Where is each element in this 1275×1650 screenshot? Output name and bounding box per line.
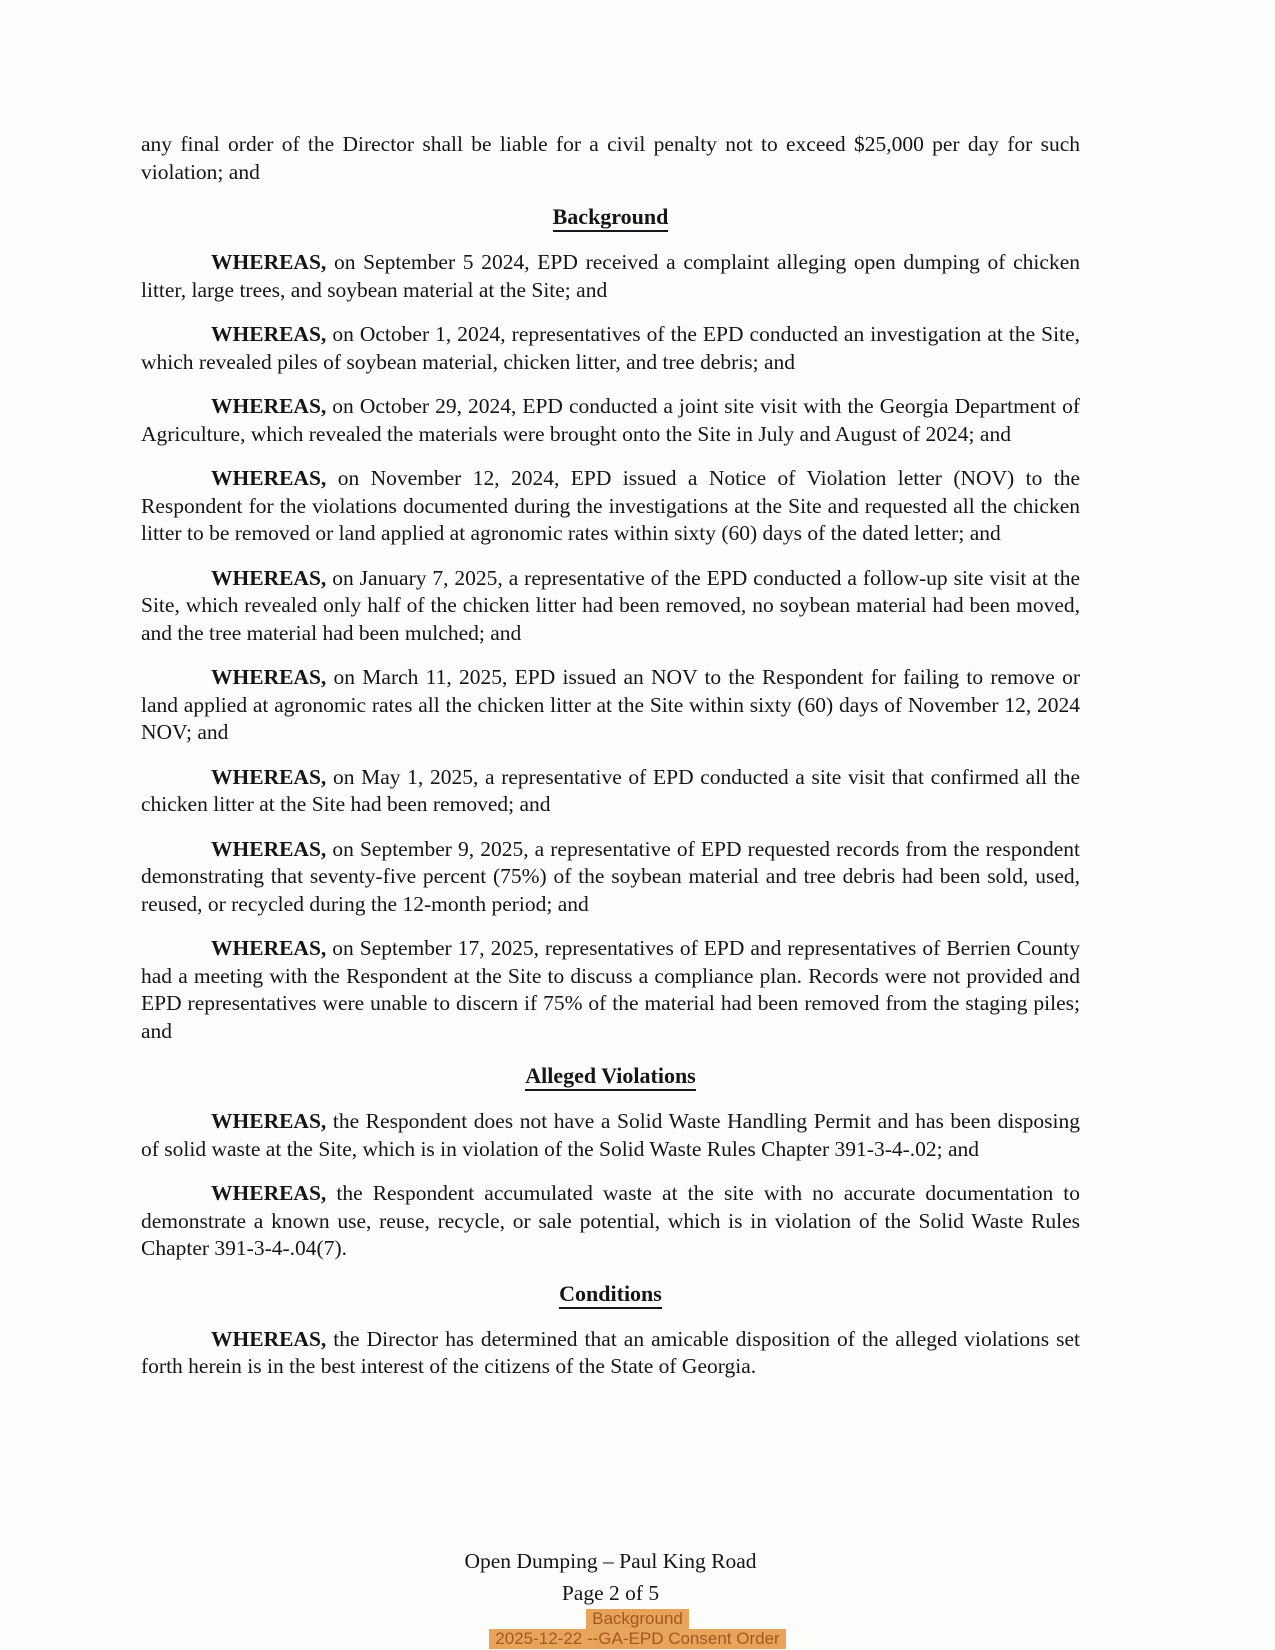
document-body	[141, 131, 1080, 1398]
whereas-paragraph	[141, 1326, 1080, 1381]
whereas-paragraph	[141, 764, 1080, 819]
section-heading-conditions	[141, 1280, 1080, 1308]
whereas-lead: WHEREAS,	[211, 665, 327, 689]
paragraph-text: any final order of the Director shall be liable for a civil penalty not to exceed $25,000 per day for such violation; and	[141, 132, 1080, 184]
whereas-paragraph	[141, 321, 1080, 376]
section-heading-background	[141, 203, 1080, 231]
paragraph-text: on May 1, 2025, a representative of EPD conducted a site visit that confirmed all the chicken litter at the Site had been removed; and	[141, 764, 1080, 816]
whereas-lead: WHEREAS,	[211, 565, 327, 590]
paragraph-text: on September 5 2024, EPD received a complaint alleging open dumping of chicken litter, large trees, and soybean material at the Site; and	[141, 250, 1080, 302]
heading-text: Background	[553, 204, 669, 232]
whereas-lead: WHEREAS,	[211, 936, 327, 960]
whereas-paragraph	[141, 1180, 1080, 1263]
whereas-lead: WHEREAS,	[211, 836, 327, 861]
whereas-paragraph	[141, 1108, 1080, 1163]
whereas-lead: WHEREAS,	[211, 394, 327, 418]
whereas-lead: WHEREAS,	[211, 1181, 327, 1205]
paragraph-text: the Director has determined that an amicable disposition of the alleged violations set forth herein is in the best interest of the citizens of the State of Georgia.	[141, 1326, 1080, 1378]
footer-document-title: Open Dumping – Paul King Road	[464, 1549, 757, 1573]
whereas-lead: WHEREAS,	[211, 1109, 327, 1133]
whereas-paragraph	[141, 565, 1080, 648]
page-footer	[141, 1545, 1080, 1609]
whereas-paragraph	[141, 393, 1080, 448]
whereas-paragraph	[141, 249, 1080, 304]
paragraph-text: the Respondent does not have a Solid Waste Handling Permit and has been disposing of solid waste at the Site, which is in violation of the Solid Waste Rules Chapter 391-3-4-.02; and	[141, 1109, 1080, 1161]
heading-text: Conditions	[559, 1281, 662, 1309]
whereas-lead: WHEREAS,	[211, 466, 327, 490]
footer-page-number: Page 2 of 5	[561, 1581, 660, 1605]
paragraph-text: on October 29, 2024, EPD conducted a joint site visit with the Georgia Department of Agriculture, which revealed the materials were brought onto the Site in July and August of 2024; and	[141, 394, 1080, 446]
whereas-paragraph	[141, 664, 1080, 747]
annotation-tag-background[interactable]: Background	[586, 1609, 689, 1629]
whereas-lead: WHEREAS,	[211, 322, 327, 346]
section-heading-alleged-violations	[141, 1062, 1080, 1090]
paragraph-text: on October 1, 2024, representatives of the EPD conducted an investigation at the Site, which revealed piles of soybean material, chicken litter, and tree debris; and	[141, 322, 1080, 374]
annotation-tag-consent-order[interactable]: 2025-12-22 --GA-EPD Consent Order	[489, 1629, 785, 1649]
paragraph-text: on November 12, 2024, EPD issued a Notice of Violation letter (NOV) to the Respondent for the violations documented during the investigations at the Site and requested all the chicken litter to be removed or land applied at agronomic rates within sixty (60) days of the dated letter; and	[141, 466, 1080, 545]
paragraph-text: on January 7, 2025, a representative of the EPD conducted a follow-up site visit at the Site, which revealed only half of the chicken litter had been removed, no soybean material had been moved, and the tree material had been mulched; and	[141, 565, 1080, 645]
paragraph-text: on September 9, 2025, a representative of EPD requested records from the respondent demonstrating that seventy-five percent (75%) of the soybean material and tree debris had been sold, used, reused, or recycled during the 12-month period; and	[141, 836, 1080, 916]
whereas-paragraph	[141, 836, 1080, 919]
whereas-paragraph	[141, 465, 1080, 548]
intro-paragraph	[141, 131, 1080, 186]
whereas-lead: WHEREAS,	[211, 250, 327, 274]
whereas-lead: WHEREAS,	[211, 1326, 327, 1351]
paragraph-text: on March 11, 2025, EPD issued an NOV to the Respondent for failing to remove or land applied at agronomic rates all the chicken litter at the Site within sixty (60) days of November 12, 2024 NOV; and	[141, 665, 1080, 744]
pdf-annotation-tags	[0, 1609, 1275, 1649]
paragraph-text: the Respondent accumulated waste at the site with no accurate documentation to demonstrate a known use, reuse, recycle, or sale potential, which is in violation of the Solid Waste Rules Chapter 391-3-4-.04(7).	[141, 1181, 1080, 1260]
whereas-lead: WHEREAS,	[211, 764, 327, 789]
heading-text: Alleged Violations	[525, 1063, 696, 1091]
whereas-paragraph	[141, 935, 1080, 1045]
paragraph-text: on September 17, 2025, representatives of EPD and representatives of Berrien County had a meeting with the Respondent at the Site to discuss a compliance plan. Records were not provided and EPD representatives were unable to discern if 75% of the material had been removed from the staging piles; and	[141, 936, 1080, 1043]
